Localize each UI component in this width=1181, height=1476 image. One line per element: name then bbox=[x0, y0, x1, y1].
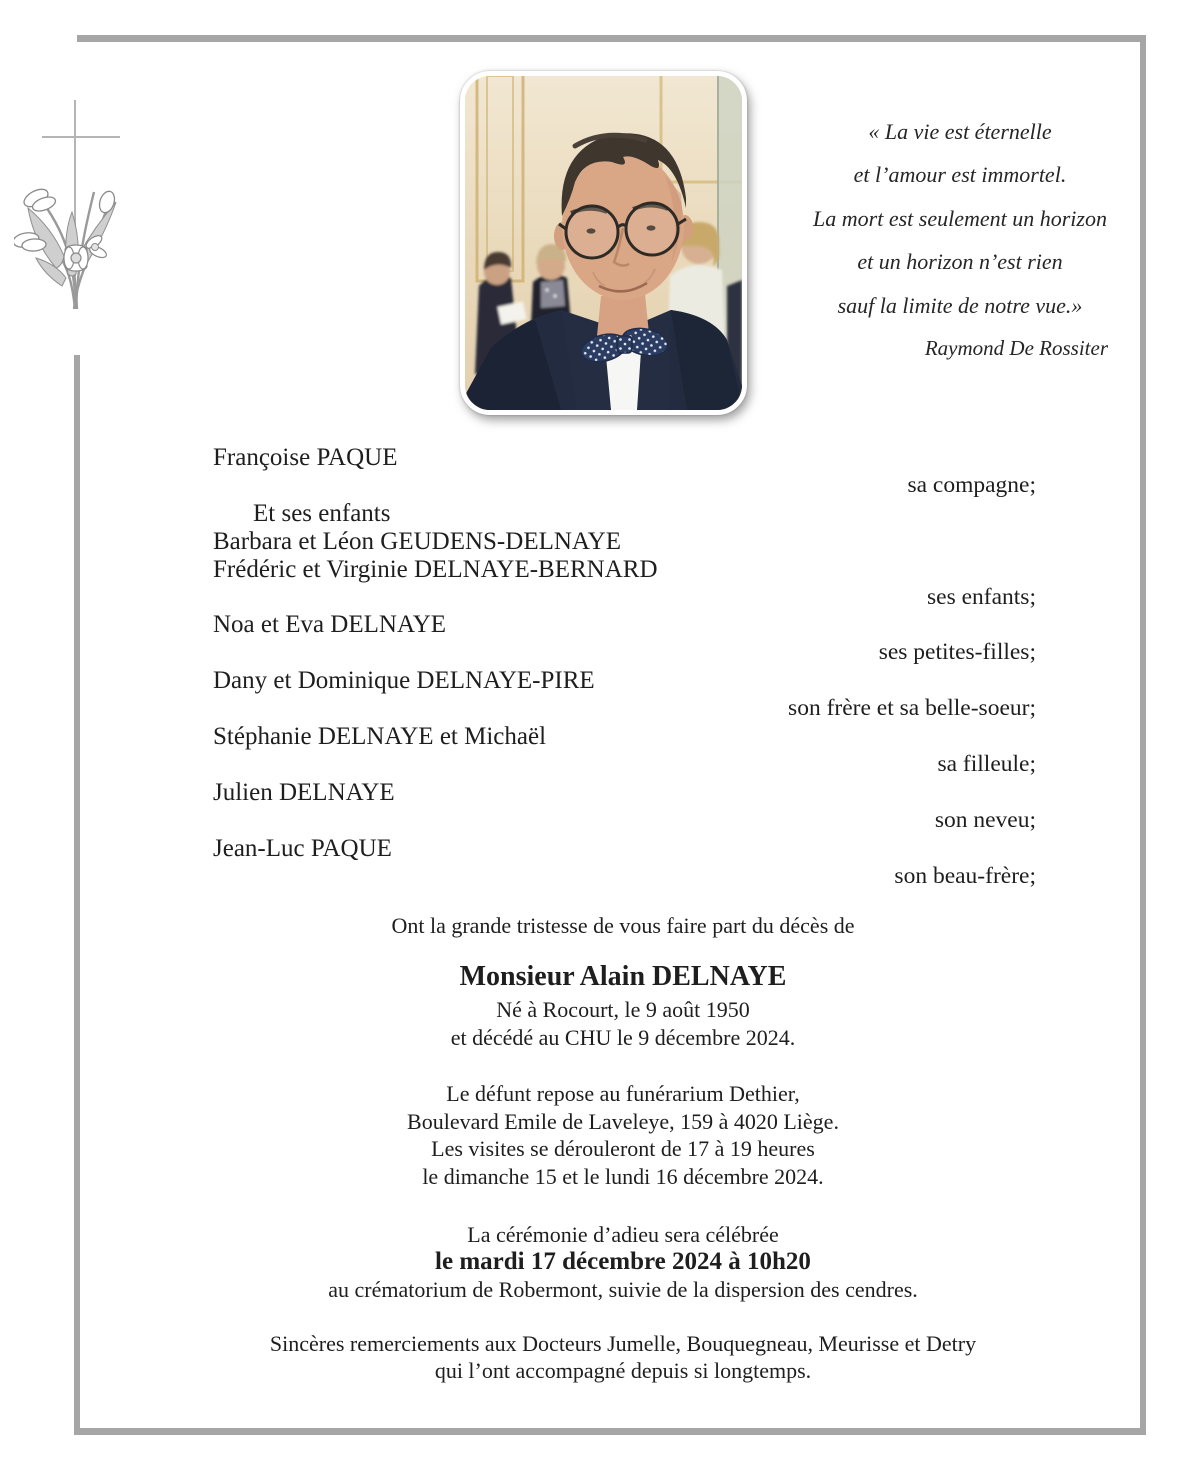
repose-line: le dimanche 15 et le lundi 16 décembre 2024. bbox=[422, 1163, 824, 1189]
ceremony-location: au crématorium de Robermont, suivie de la dispersion des cendres. bbox=[328, 1277, 918, 1302]
repose-block bbox=[80, 1080, 1166, 1190]
quote-attribution: Raymond De Rossiter bbox=[924, 336, 1108, 361]
family-name-line: Jean-Luc PAQUE bbox=[213, 834, 392, 862]
birth-line: Né à Rocourt, le 9 août 1950 bbox=[496, 997, 750, 1022]
family-role-line: son beau-frère; bbox=[894, 862, 1036, 889]
quote-line: et l’amour est immortel. bbox=[853, 162, 1067, 188]
death-line: et décédé au CHU le 9 décembre 2024. bbox=[450, 1025, 796, 1050]
portrait-photo-icon bbox=[465, 76, 742, 410]
repose-line: Le défunt repose au funérarium Dethier, bbox=[446, 1081, 800, 1106]
repose-line: Les visites se dérouleront de 17 à 19 heures bbox=[431, 1136, 815, 1162]
repose-line: Boulevard Emile de Laveleye, 159 à 4020 Liège. bbox=[407, 1108, 839, 1134]
deceased-name: Monsieur Alain DELNAYE bbox=[459, 961, 787, 992]
quote-line: et un horizon n’est rien bbox=[857, 249, 1063, 275]
family-role-line: ses enfants; bbox=[927, 583, 1036, 610]
thanks-line: Sincères remerciements aux Docteurs Jumelle, Bouquegneau, Meurisse et Detry bbox=[269, 1331, 977, 1356]
thanks-block bbox=[80, 1331, 1166, 1384]
deceased-portrait-photo bbox=[460, 71, 747, 415]
quote-line: « La vie est éternelle bbox=[868, 119, 1052, 144]
family-name-line: Frédéric et Virginie DELNAYE-BERNARD bbox=[213, 555, 658, 583]
family-name-line: Stéphanie DELNAYE et Michaël bbox=[213, 723, 547, 751]
family-role-line: son frère et sa belle-soeur; bbox=[788, 695, 1036, 722]
flower-bouquet-icon bbox=[14, 146, 128, 314]
quote-line: sauf la limite de notre vue.» bbox=[837, 292, 1083, 318]
family-list bbox=[0, 444, 1181, 891]
family-role-line: ses petites-filles; bbox=[878, 639, 1036, 666]
ceremony-intro: La cérémonie d’adieu sera célébrée bbox=[467, 1222, 779, 1247]
thanks-line: qui l’ont accompagné depuis si longtemps. bbox=[434, 1357, 812, 1383]
family-role-line: sa filleule; bbox=[937, 750, 1036, 777]
family-name-line: Dany et Dominique DELNAYE-PIRE bbox=[213, 667, 595, 695]
frame-top-bar bbox=[77, 35, 1146, 42]
family-group-label: Et ses enfants bbox=[253, 499, 391, 527]
family-role-line: sa compagne; bbox=[907, 471, 1036, 498]
cross-icon bbox=[42, 136, 120, 138]
quote-line: La mort est seulement un horizon bbox=[813, 205, 1107, 231]
family-name-line: Noa et Eva DELNAYE bbox=[213, 611, 447, 639]
family-name-line: Barbara et Léon GEUDENS-DELNAYE bbox=[213, 527, 621, 555]
family-role-line: son neveu; bbox=[934, 806, 1036, 833]
ceremony-datetime: le mardi 17 décembre 2024 à 10h20 bbox=[435, 1248, 811, 1275]
family-name-line: Julien DELNAYE bbox=[213, 778, 395, 806]
memorial-quote bbox=[780, 110, 1140, 370]
frame-bottom-bar bbox=[74, 1428, 1146, 1435]
announcement-intro: Ont la grande tristesse de vous faire part du décès de bbox=[391, 913, 855, 938]
family-name-line: Françoise PAQUE bbox=[213, 444, 398, 471]
